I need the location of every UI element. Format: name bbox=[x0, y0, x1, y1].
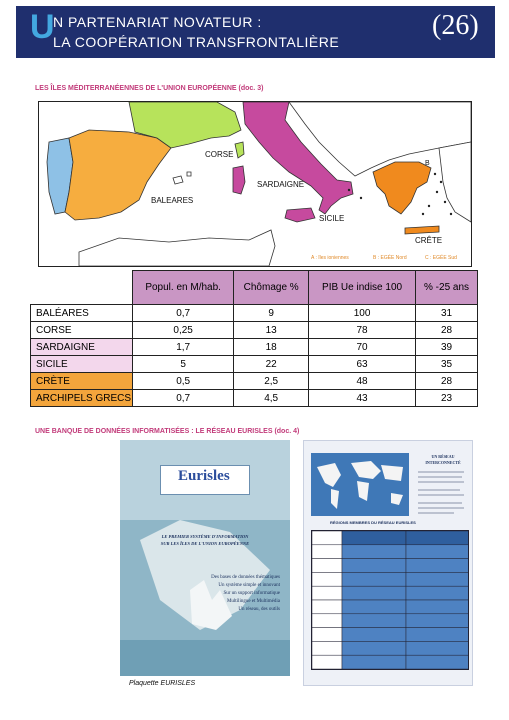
regions-table-info-cell bbox=[406, 628, 468, 642]
regions-table-name-cell bbox=[312, 559, 342, 573]
regions-members-table bbox=[311, 530, 469, 670]
world-map bbox=[311, 453, 409, 516]
brochure-headline-2: SUR LES ÎLES DE L'UNION EUROPÉENNE bbox=[160, 541, 250, 546]
table-row bbox=[31, 373, 478, 390]
table-cell-island-name: ARCHIPELS GRECS bbox=[31, 390, 133, 407]
section-title-eurisles: UNE BANQUE DE DONNÉES INFORMATISÉES : LE RÉSEAU EURISLES (doc. 4) bbox=[35, 428, 300, 435]
table-row bbox=[31, 339, 478, 356]
regions-table-name-cell bbox=[312, 531, 342, 545]
table-cell-value: 48 bbox=[309, 373, 416, 390]
regions-table-info-cell bbox=[342, 614, 406, 628]
map-label-baleares: BALEARES bbox=[151, 196, 194, 205]
table-cell-value: 31 bbox=[416, 305, 478, 322]
table-row bbox=[31, 390, 478, 407]
regions-table-name-cell bbox=[312, 600, 342, 614]
table-header-under25: % -25 ans bbox=[416, 271, 478, 305]
legend-c: C : EGÉE Sud bbox=[425, 255, 457, 261]
network-title-1: UN RÉSEAU bbox=[431, 454, 455, 459]
table-cell-value: 70 bbox=[309, 339, 416, 356]
map-label-corse: CORSE bbox=[205, 150, 234, 159]
regions-table-name-cell bbox=[312, 655, 342, 669]
table-cell-island-name: BALÉARES bbox=[31, 305, 133, 322]
regions-table-info-cell bbox=[406, 531, 468, 545]
legend-b: B : EGÉE Nord bbox=[373, 255, 407, 261]
table-cell-value: 43 bbox=[309, 390, 416, 407]
regions-table-info-cell bbox=[406, 586, 468, 600]
spain-region bbox=[65, 130, 171, 220]
regions-table-info-cell bbox=[406, 559, 468, 573]
table-header-gdp: PIB Ue indise 100 bbox=[309, 271, 416, 305]
regions-table-info-cell bbox=[342, 531, 406, 545]
regions-table-info-cell bbox=[406, 614, 468, 628]
regions-table-name-cell bbox=[312, 572, 342, 586]
corsica-island bbox=[235, 142, 244, 158]
table-cell-value: 9 bbox=[234, 305, 309, 322]
table-cell-value: 23 bbox=[416, 390, 478, 407]
greece-region bbox=[373, 162, 431, 214]
table-cell-island-name: CRÈTE bbox=[31, 373, 133, 390]
table-header-unemployment: Chômage % bbox=[234, 271, 309, 305]
map-label-sicile: SICILE bbox=[319, 214, 345, 223]
table-cell-value: 0,7 bbox=[133, 390, 234, 407]
table-cell-value: 78 bbox=[309, 322, 416, 339]
legend-a: A : îles ioniennes bbox=[311, 255, 349, 261]
brochure-feature-5: Un réseau, des outils bbox=[238, 607, 280, 612]
table-cell-value: 28 bbox=[416, 322, 478, 339]
brochure-feature-2: Un système simple et innovant bbox=[218, 583, 280, 588]
regions-table-name-cell bbox=[312, 586, 342, 600]
table-row bbox=[31, 305, 478, 322]
network-title-2: INTERCONNECTÉ bbox=[425, 460, 461, 465]
table-cell-value: 63 bbox=[309, 356, 416, 373]
regions-table-info-cell bbox=[406, 641, 468, 655]
table-cell-value: 0,7 bbox=[133, 305, 234, 322]
table-cell-value: 28 bbox=[416, 373, 478, 390]
map-label-b: B bbox=[425, 160, 430, 167]
sardinia-island bbox=[233, 166, 245, 194]
table-cell-value: 100 bbox=[309, 305, 416, 322]
header-title-line1: N PARTENARIAT NOVATEUR : bbox=[53, 14, 262, 30]
table-cell-value: 4,5 bbox=[234, 390, 309, 407]
regions-table-info-cell bbox=[406, 655, 468, 669]
page-number: (26) bbox=[432, 10, 479, 41]
north-africa-outline bbox=[79, 230, 275, 266]
section-title-islands: LES ÎLES MÉDITERRANÉENNES DE L'UNION EUROPÉENNE (doc. 3) bbox=[35, 85, 264, 92]
table-row bbox=[31, 322, 478, 339]
regions-table-info-cell bbox=[342, 655, 406, 669]
baleares-islands bbox=[173, 172, 191, 184]
regions-title: RÉGIONS MEMBRES DU RÉSEAU EURISLES bbox=[330, 520, 416, 525]
brochure-feature-3: Sur un support informatique bbox=[223, 591, 280, 596]
regions-table-info-cell bbox=[342, 586, 406, 600]
regions-table-name-cell bbox=[312, 614, 342, 628]
table-header-population: Popul. en M/hab. bbox=[133, 271, 234, 305]
table-cell-value: 22 bbox=[234, 356, 309, 373]
regions-table-info-cell bbox=[342, 641, 406, 655]
regions-table-info-cell bbox=[406, 600, 468, 614]
network-description-text bbox=[416, 468, 466, 518]
brochure-headline-1: LE PREMIER SYSTÈME D'INFORMATION bbox=[161, 534, 249, 539]
regions-table-name-cell bbox=[312, 628, 342, 642]
table-header-empty bbox=[31, 271, 133, 305]
header-initial: U bbox=[30, 8, 55, 46]
table-cell-island-name: CORSE bbox=[31, 322, 133, 339]
header-title-line2: LA COOPÉRATION TRANSFRONTALIÈRE bbox=[53, 34, 340, 50]
regions-table-name-cell bbox=[312, 641, 342, 655]
regions-table-grid bbox=[312, 531, 468, 669]
regions-table-info-cell bbox=[342, 572, 406, 586]
brochure-feature-4: Multilingue et Multimédia bbox=[226, 599, 280, 604]
regions-table-info-cell bbox=[342, 559, 406, 573]
regions-table-info-cell bbox=[406, 572, 468, 586]
table-row bbox=[31, 356, 478, 373]
table-cell-value: 2,5 bbox=[234, 373, 309, 390]
table-cell-value: 1,7 bbox=[133, 339, 234, 356]
table-cell-value: 5 bbox=[133, 356, 234, 373]
brochure-feature-1: Des bases de données thématiques bbox=[211, 575, 280, 580]
brochure-caption: Plaquette EURISLES bbox=[129, 680, 196, 687]
turkey-outline bbox=[439, 142, 471, 222]
table-cell-island-name: SARDAIGNE bbox=[31, 339, 133, 356]
table-cell-value: 0,25 bbox=[133, 322, 234, 339]
mediterranean-map bbox=[38, 101, 472, 267]
table-cell-value: 39 bbox=[416, 339, 478, 356]
table-header-row bbox=[31, 271, 478, 305]
regions-table-name-cell bbox=[312, 545, 342, 559]
map-drawing bbox=[39, 102, 471, 266]
eurisles-logo: Eurisles bbox=[178, 468, 230, 484]
table-cell-value: 13 bbox=[234, 322, 309, 339]
regions-table-info-cell bbox=[342, 545, 406, 559]
table-cell-value: 18 bbox=[234, 339, 309, 356]
table-cell-value: 35 bbox=[416, 356, 478, 373]
table-cell-island-name: SICILE bbox=[31, 356, 133, 373]
regions-table-info-cell bbox=[406, 545, 468, 559]
map-label-sardaigne: SARDAIGNE bbox=[257, 180, 305, 189]
regions-table-info-cell bbox=[342, 628, 406, 642]
network-text-lines bbox=[416, 468, 466, 518]
regions-table-info-cell bbox=[342, 600, 406, 614]
islands-statistics-table bbox=[30, 270, 478, 407]
sicily-island bbox=[285, 208, 315, 222]
world-map-drawing bbox=[311, 453, 409, 516]
table-cell-value: 0,5 bbox=[133, 373, 234, 390]
map-label-crete: CRÊTE bbox=[415, 236, 443, 245]
crete-island bbox=[405, 226, 439, 234]
